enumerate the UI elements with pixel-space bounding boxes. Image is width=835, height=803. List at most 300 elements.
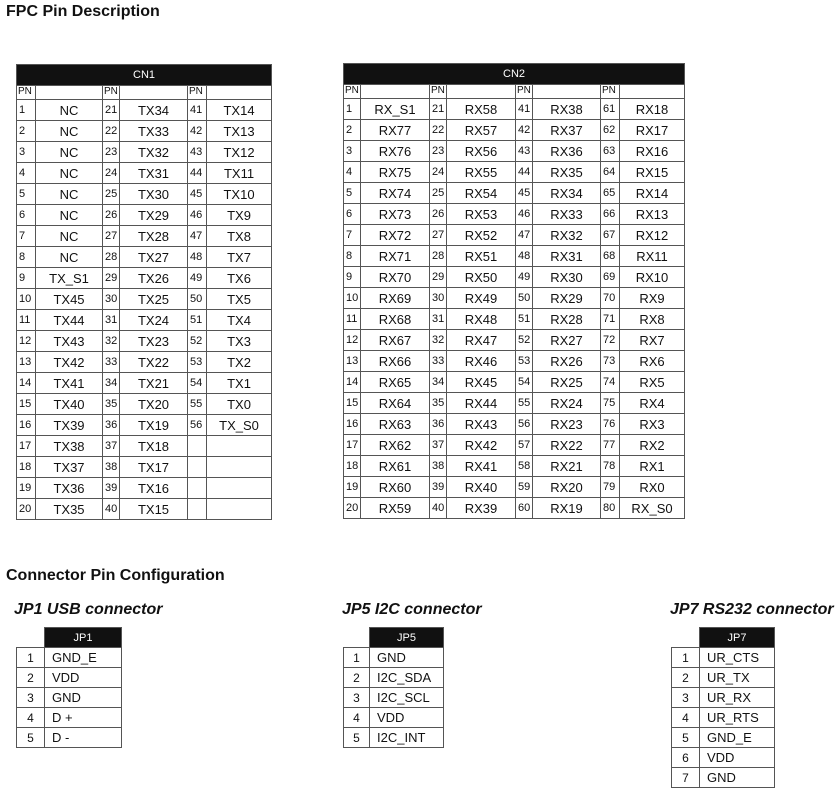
pin-number: 60 (516, 498, 533, 519)
pin-signal (207, 499, 272, 520)
pin-number: 24 (103, 163, 120, 184)
pin-signal: RX11 (620, 246, 685, 267)
pin-signal: TX40 (36, 394, 103, 415)
pin-signal: RX47 (447, 330, 516, 351)
pin-signal: RX52 (447, 225, 516, 246)
pin-number: 44 (516, 162, 533, 183)
pin-signal: TX37 (36, 457, 103, 478)
pin-number: 1 (344, 648, 370, 668)
pin-signal: TX4 (207, 310, 272, 331)
pin-number: 54 (188, 373, 207, 394)
pin-signal: RX33 (533, 204, 601, 225)
pin-signal: RX19 (533, 498, 601, 519)
pin-number: 38 (430, 456, 447, 477)
pin-signal: RX2 (620, 435, 685, 456)
table-row (17, 163, 272, 184)
pin-signal: RX20 (533, 477, 601, 498)
table-row (344, 393, 685, 414)
pin-signal: RX34 (533, 183, 601, 204)
table-row (344, 99, 685, 120)
table-row (17, 648, 122, 668)
pin-signal: RX27 (533, 330, 601, 351)
pin-signal: TX27 (120, 247, 188, 268)
pin-signal: RX39 (447, 498, 516, 519)
table-row (672, 708, 775, 728)
pin-number: 65 (601, 183, 620, 204)
pin-number: 40 (430, 498, 447, 519)
pin-number: 2 (344, 668, 370, 688)
pin-number: 26 (103, 205, 120, 226)
pin-number: 23 (430, 141, 447, 162)
pin-number: 77 (601, 435, 620, 456)
table-row (344, 330, 685, 351)
pin-number: 3 (344, 141, 361, 162)
pin-number (188, 457, 207, 478)
pin-signal: TX45 (36, 289, 103, 310)
pin-signal: RX38 (533, 99, 601, 120)
table-row (17, 668, 122, 688)
pin-number: 59 (516, 477, 533, 498)
pin-signal: RX66 (361, 351, 430, 372)
pin-signal: TX35 (36, 499, 103, 520)
pin-signal: TX6 (207, 268, 272, 289)
pin-signal: TX17 (120, 457, 188, 478)
pin-number: 11 (17, 310, 36, 331)
pin-number: 78 (601, 456, 620, 477)
pin-number: 51 (188, 310, 207, 331)
pin-number: 39 (103, 478, 120, 499)
table-row (17, 121, 272, 142)
pin-signal: VDD (700, 748, 775, 768)
pin-number: 4 (672, 708, 700, 728)
jp1-table (16, 627, 122, 748)
pin-signal: RX41 (447, 456, 516, 477)
pn-label: PN (516, 85, 533, 99)
pin-number: 73 (601, 351, 620, 372)
pin-number: 46 (516, 204, 533, 225)
pin-signal: TX19 (120, 415, 188, 436)
pin-signal: TX3 (207, 331, 272, 352)
pin-signal: RX30 (533, 267, 601, 288)
pin-number: 36 (103, 415, 120, 436)
pin-number: 30 (430, 288, 447, 309)
pin-number: 26 (430, 204, 447, 225)
pin-number: 45 (516, 183, 533, 204)
pin-signal: TX15 (120, 499, 188, 520)
table-row (344, 246, 685, 267)
pin-number: 1 (17, 100, 36, 121)
pin-signal: UR_TX (700, 668, 775, 688)
pin-signal: GND (45, 688, 122, 708)
pin-signal: RX75 (361, 162, 430, 183)
pin-number: 29 (103, 268, 120, 289)
pin-number: 62 (601, 120, 620, 141)
pin-signal: RX24 (533, 393, 601, 414)
pin-signal: RX44 (447, 393, 516, 414)
pin-signal: NC (36, 163, 103, 184)
pin-number: 31 (103, 310, 120, 331)
jp1-header: JP1 (45, 628, 122, 648)
table-row (17, 331, 272, 352)
pin-number: 14 (344, 372, 361, 393)
pin-signal: TX39 (36, 415, 103, 436)
pin-number: 18 (344, 456, 361, 477)
pin-number (188, 478, 207, 499)
pin-signal: RX55 (447, 162, 516, 183)
pin-number: 28 (430, 246, 447, 267)
pin-signal: RX8 (620, 309, 685, 330)
pin-signal: TX23 (120, 331, 188, 352)
pin-signal: RX26 (533, 351, 601, 372)
pin-signal: TX9 (207, 205, 272, 226)
table-row (672, 648, 775, 668)
table-row (344, 708, 444, 728)
pin-number: 71 (601, 309, 620, 330)
pin-signal: TX29 (120, 205, 188, 226)
pin-number: 20 (17, 499, 36, 520)
cn1-pin-table (16, 64, 272, 520)
pin-number: 35 (430, 393, 447, 414)
pin-signal: D + (45, 708, 122, 728)
pin-signal: TX5 (207, 289, 272, 310)
pin-number: 64 (601, 162, 620, 183)
pin-number: 45 (188, 184, 207, 205)
pin-signal: TX42 (36, 352, 103, 373)
pin-signal: RX71 (361, 246, 430, 267)
pin-number: 79 (601, 477, 620, 498)
pin-signal: RX62 (361, 435, 430, 456)
pin-number: 54 (516, 372, 533, 393)
pin-signal: RX16 (620, 141, 685, 162)
pin-signal: I2C_SCL (370, 688, 444, 708)
pn-label: PN (344, 85, 361, 99)
pin-signal: RX58 (447, 99, 516, 120)
pn-label: PN (430, 85, 447, 99)
pin-number: 33 (430, 351, 447, 372)
pin-signal: NC (36, 142, 103, 163)
pin-number: 17 (344, 435, 361, 456)
pn-label: PN (188, 86, 207, 100)
pin-signal: RX53 (447, 204, 516, 225)
pin-signal: RX50 (447, 267, 516, 288)
table-row (344, 267, 685, 288)
pn-label: PN (601, 85, 620, 99)
pin-signal: TX0 (207, 394, 272, 415)
table-row (344, 120, 685, 141)
pin-signal: RX42 (447, 435, 516, 456)
table-row (17, 436, 272, 457)
pin-signal: TX10 (207, 184, 272, 205)
pin-number: 8 (344, 246, 361, 267)
pin-number: 7 (17, 226, 36, 247)
table-row (17, 478, 272, 499)
table-row (17, 205, 272, 226)
table-row (344, 372, 685, 393)
pin-signal: I2C_INT (370, 728, 444, 748)
jp7-table (671, 627, 775, 788)
pin-signal: TX32 (120, 142, 188, 163)
pin-number: 19 (17, 478, 36, 499)
pin-signal: VDD (45, 668, 122, 688)
table-row (17, 457, 272, 478)
table-row (344, 225, 685, 246)
pin-number: 13 (344, 351, 361, 372)
table-row (344, 162, 685, 183)
pin-signal: RX69 (361, 288, 430, 309)
table-row (344, 477, 685, 498)
pin-signal: TX18 (120, 436, 188, 457)
pin-number: 27 (430, 225, 447, 246)
pin-number: 25 (103, 184, 120, 205)
pin-number: 22 (103, 121, 120, 142)
pin-signal: RX29 (533, 288, 601, 309)
table-row (17, 247, 272, 268)
table-row (344, 648, 444, 668)
pin-signal: I2C_SDA (370, 668, 444, 688)
pin-signal: TX38 (36, 436, 103, 457)
pin-number: 20 (344, 498, 361, 519)
table-row (344, 435, 685, 456)
pin-signal: NC (36, 247, 103, 268)
pin-number: 53 (188, 352, 207, 373)
pin-signal: TX7 (207, 247, 272, 268)
pin-number: 12 (17, 331, 36, 352)
pin-number: 3 (672, 688, 700, 708)
pin-signal: NC (36, 100, 103, 121)
pin-number: 58 (516, 456, 533, 477)
pin-number: 49 (516, 267, 533, 288)
pin-signal: RX9 (620, 288, 685, 309)
pin-signal: GND_E (45, 648, 122, 668)
pin-number: 43 (516, 141, 533, 162)
cn2-pn-row (344, 85, 685, 99)
pin-signal: GND (370, 648, 444, 668)
pin-number: 72 (601, 330, 620, 351)
pin-number: 1 (344, 99, 361, 120)
pin-signal: RX56 (447, 141, 516, 162)
pin-number: 8 (17, 247, 36, 268)
pin-number (188, 499, 207, 520)
pin-signal: RX14 (620, 183, 685, 204)
pin-signal: RX73 (361, 204, 430, 225)
pin-signal (207, 436, 272, 457)
pin-signal: RX74 (361, 183, 430, 204)
pin-signal: RX4 (620, 393, 685, 414)
pin-number: 28 (103, 247, 120, 268)
jp5-title: JP5 I2C connector (342, 601, 482, 618)
pin-number: 48 (188, 247, 207, 268)
pin-signal: TX16 (120, 478, 188, 499)
pin-number: 5 (17, 184, 36, 205)
pin-number: 5 (17, 728, 45, 748)
pin-signal: TX36 (36, 478, 103, 499)
pin-signal: RX17 (620, 120, 685, 141)
pin-number: 22 (430, 120, 447, 141)
table-row (344, 456, 685, 477)
pin-number: 67 (601, 225, 620, 246)
pin-signal: RX46 (447, 351, 516, 372)
pin-signal: TX43 (36, 331, 103, 352)
pin-number: 34 (430, 372, 447, 393)
pin-number: 2 (17, 121, 36, 142)
pin-number: 12 (344, 330, 361, 351)
pin-signal: TX28 (120, 226, 188, 247)
pin-number: 32 (103, 331, 120, 352)
pin-number: 40 (103, 499, 120, 520)
table-row (344, 288, 685, 309)
pin-signal: NC (36, 226, 103, 247)
pin-number: 24 (430, 162, 447, 183)
pin-number: 17 (17, 436, 36, 457)
table-row (17, 415, 272, 436)
pin-number: 27 (103, 226, 120, 247)
table-row (17, 310, 272, 331)
table-row (17, 708, 122, 728)
pin-number: 80 (601, 498, 620, 519)
pin-number: 47 (188, 226, 207, 247)
pin-number: 56 (516, 414, 533, 435)
pin-signal: RX72 (361, 225, 430, 246)
pin-signal: RX6 (620, 351, 685, 372)
pin-signal: RX59 (361, 498, 430, 519)
pin-number: 4 (17, 163, 36, 184)
pin-signal: TX30 (120, 184, 188, 205)
pin-number: 1 (672, 648, 700, 668)
pin-number: 35 (103, 394, 120, 415)
pin-signal: RX37 (533, 120, 601, 141)
table-row (17, 688, 122, 708)
pin-signal: GND (700, 768, 775, 788)
pin-number: 7 (672, 768, 700, 788)
pin-number: 18 (17, 457, 36, 478)
table-row (344, 498, 685, 519)
table-row (17, 226, 272, 247)
pin-signal: TX31 (120, 163, 188, 184)
pin-number: 11 (344, 309, 361, 330)
pin-number: 55 (188, 394, 207, 415)
pin-number: 39 (430, 477, 447, 498)
pin-number: 42 (516, 120, 533, 141)
pin-number (188, 436, 207, 457)
table-row (344, 728, 444, 748)
pin-number: 4 (344, 708, 370, 728)
pin-signal: RX5 (620, 372, 685, 393)
pin-signal: RX_S1 (361, 99, 430, 120)
pin-signal: RX61 (361, 456, 430, 477)
pin-signal: RX12 (620, 225, 685, 246)
pn-label: PN (103, 86, 120, 100)
pin-number: 41 (516, 99, 533, 120)
pin-signal: TX11 (207, 163, 272, 184)
pin-signal: UR_CTS (700, 648, 775, 668)
pin-number: 25 (430, 183, 447, 204)
pin-number: 4 (17, 708, 45, 728)
pin-signal: RX49 (447, 288, 516, 309)
table-row (344, 204, 685, 225)
pin-number: 66 (601, 204, 620, 225)
table-row (672, 748, 775, 768)
pin-number: 5 (344, 183, 361, 204)
pin-number: 3 (17, 688, 45, 708)
pin-number: 74 (601, 372, 620, 393)
pin-signal: TX1 (207, 373, 272, 394)
pin-signal: TX44 (36, 310, 103, 331)
pin-signal: RX3 (620, 414, 685, 435)
table-row (17, 289, 272, 310)
pin-number: 37 (103, 436, 120, 457)
pin-signal: TX21 (120, 373, 188, 394)
pin-signal: RX64 (361, 393, 430, 414)
jp7-title: JP7 RS232 connector (670, 601, 834, 618)
pin-signal: RX25 (533, 372, 601, 393)
pin-signal: RX21 (533, 456, 601, 477)
cn2-header: CN2 (344, 64, 685, 85)
table-row (672, 768, 775, 788)
pin-number: 63 (601, 141, 620, 162)
pin-number: 50 (188, 289, 207, 310)
pin-signal: TX2 (207, 352, 272, 373)
pin-number: 5 (344, 728, 370, 748)
fpc-pin-description-title: FPC Pin Description (6, 3, 160, 20)
pin-signal: RX10 (620, 267, 685, 288)
table-row (344, 688, 444, 708)
pin-signal: RX35 (533, 162, 601, 183)
pin-number: 30 (103, 289, 120, 310)
pin-signal: TX12 (207, 142, 272, 163)
pin-number: 10 (344, 288, 361, 309)
pin-signal: RX63 (361, 414, 430, 435)
pin-number: 41 (188, 100, 207, 121)
pin-number: 57 (516, 435, 533, 456)
table-row (17, 394, 272, 415)
pin-number: 49 (188, 268, 207, 289)
pin-number: 2 (672, 668, 700, 688)
pin-signal: TX_S0 (207, 415, 272, 436)
pin-signal: RX23 (533, 414, 601, 435)
pin-number: 70 (601, 288, 620, 309)
pin-number: 52 (188, 331, 207, 352)
pin-signal: RX43 (447, 414, 516, 435)
pin-signal: NC (36, 121, 103, 142)
pin-signal: RX68 (361, 309, 430, 330)
pin-signal: TX25 (120, 289, 188, 310)
pin-number: 75 (601, 393, 620, 414)
pin-number: 15 (344, 393, 361, 414)
pin-number: 38 (103, 457, 120, 478)
table-row (344, 668, 444, 688)
pin-signal: RX54 (447, 183, 516, 204)
pin-signal: TX_S1 (36, 268, 103, 289)
pin-number: 7 (344, 225, 361, 246)
table-row (344, 351, 685, 372)
pin-signal: TX41 (36, 373, 103, 394)
pin-number: 10 (17, 289, 36, 310)
pin-signal: TX26 (120, 268, 188, 289)
pin-number: 52 (516, 330, 533, 351)
pin-signal: RX1 (620, 456, 685, 477)
table-row (17, 268, 272, 289)
pin-signal: RX76 (361, 141, 430, 162)
cn1-header: CN1 (17, 65, 272, 86)
pin-number: 56 (188, 415, 207, 436)
pin-number: 2 (344, 120, 361, 141)
pin-signal: RX_S0 (620, 498, 685, 519)
pin-signal: RX40 (447, 477, 516, 498)
pin-signal: RX45 (447, 372, 516, 393)
pin-number: 29 (430, 267, 447, 288)
pin-number: 48 (516, 246, 533, 267)
table-row (17, 499, 272, 520)
